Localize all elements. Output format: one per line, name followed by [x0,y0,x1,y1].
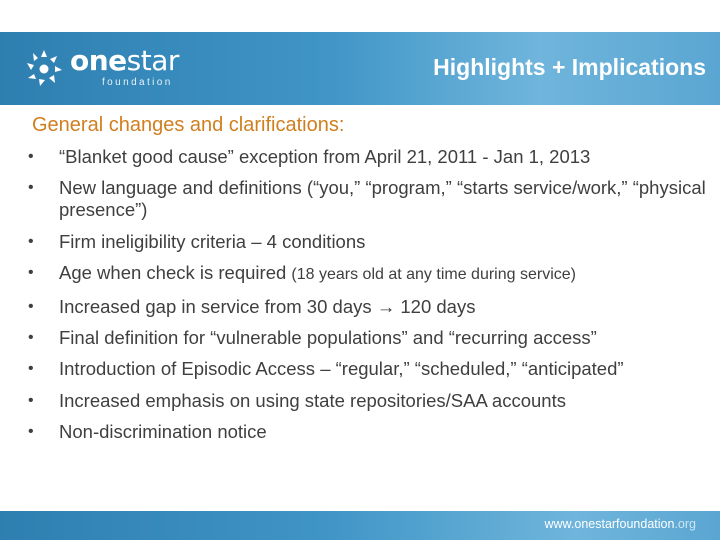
bullet-item [26,358,706,380]
bullet-item [26,146,706,168]
bullet-icon: • [28,297,34,315]
bullet-icon: • [28,423,34,441]
bullet-icon: • [28,391,34,409]
bullet-text: Age when check is required [59,262,292,284]
section-subtitle: General changes and clarifications: [32,114,345,136]
bullet-item [26,421,706,443]
bullet-text: Increased emphasis on using state repositories/SAA accounts [59,389,566,411]
bullet-text-after: 120 days [395,295,476,317]
bullet-text-small: (18 years old at any time during service) [291,266,576,284]
bullet-text: Firm ineligibility criteria – 4 conditions [59,230,366,252]
logo-subtitle: foundation [102,77,173,88]
bullet-list [26,146,706,453]
footer-url-main: www.onestarfoundation [544,517,675,531]
bullet-text: Increased gap in service from 30 days [59,295,377,317]
slide-title: Highlights + Implications [433,54,706,80]
bullet-icon: • [28,179,34,197]
bullet-item [26,177,706,221]
bullet-icon: • [28,360,34,378]
logo-wordmark [70,46,179,88]
footer-url-tld: .org [674,517,696,531]
logo-name-one: one [70,44,127,77]
logo-name-star: star [126,44,179,77]
logo-name [70,46,179,76]
onestar-logo[interactable] [24,46,179,90]
bullet-text: New language and definitions (“you,” “program,” “starts service/work,” “physical presence”) [59,177,706,221]
bullet-text: Final definition for “vulnerable populations” and “recurring access” [59,326,597,348]
bullet-text: “Blanket good cause” exception from April 21, 2011 - Jan 1, 2013 [59,146,591,167]
footer-bar [0,511,720,540]
header-bar [0,32,720,105]
bullet-text: Non-discrimination notice [59,421,267,443]
bullet-text: Introduction of Episodic Access – “regular,” “scheduled,” “anticipated” [59,358,624,380]
bullet-item [26,231,706,253]
bullet-icon: • [28,232,34,250]
arrow-right-icon: → [376,295,396,317]
bullet-item [26,262,706,286]
bullet-item [26,296,706,318]
bullet-item [26,327,706,349]
bullet-icon: • [28,148,34,165]
star-cluster-icon [24,48,64,88]
bullet-item [26,390,706,412]
footer-url-link[interactable] [545,517,697,531]
bullet-icon: • [28,264,34,282]
bullet-icon: • [28,328,34,346]
